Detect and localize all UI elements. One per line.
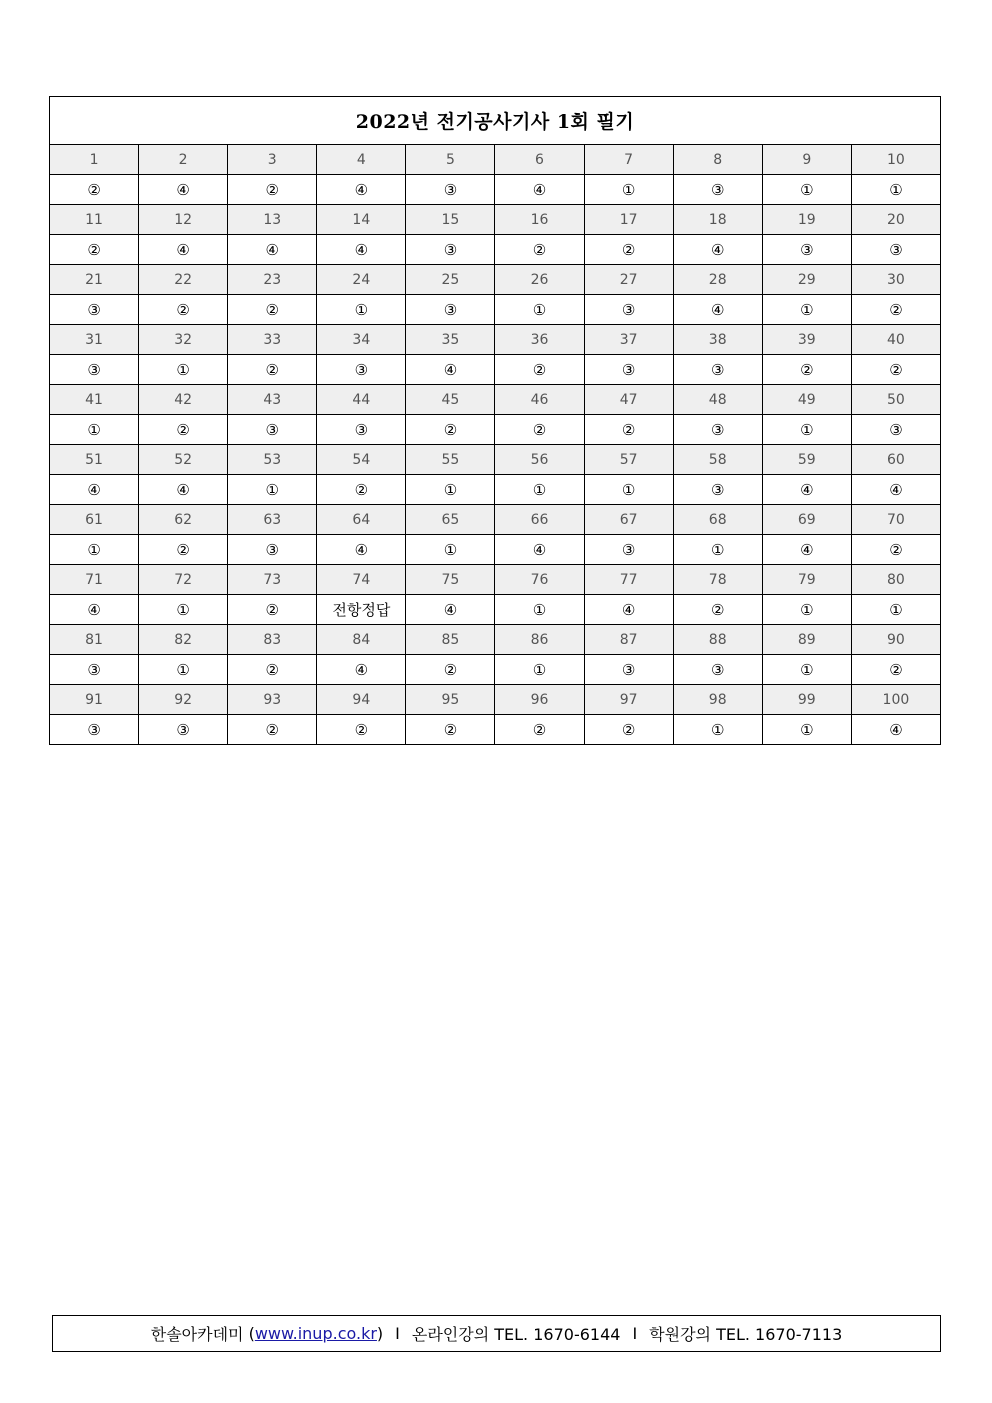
answer-cell: ② bbox=[495, 355, 584, 385]
question-number-cell: 59 bbox=[762, 445, 851, 475]
answer-cell: ④ bbox=[317, 235, 406, 265]
answer-cell: ④ bbox=[406, 595, 495, 625]
answer-cell: ② bbox=[317, 715, 406, 745]
question-number-cell: 60 bbox=[851, 445, 940, 475]
answer-cell: ② bbox=[50, 235, 139, 265]
question-number-cell: 52 bbox=[139, 445, 228, 475]
answer-cell: ③ bbox=[317, 355, 406, 385]
question-number-cell: 87 bbox=[584, 625, 673, 655]
answer-cell: ④ bbox=[762, 535, 851, 565]
answer-cell: ① bbox=[50, 535, 139, 565]
answer-cell: ③ bbox=[673, 655, 762, 685]
question-number-cell: 36 bbox=[495, 325, 584, 355]
question-number-cell: 98 bbox=[673, 685, 762, 715]
question-number-cell: 18 bbox=[673, 205, 762, 235]
answer-cell: 전항정답 bbox=[317, 595, 406, 625]
answer-cell: ② bbox=[139, 295, 228, 325]
answer-cell: ① bbox=[406, 535, 495, 565]
question-number-cell: 41 bbox=[50, 385, 139, 415]
answer-cell: ② bbox=[851, 355, 940, 385]
answer-cell: ③ bbox=[228, 535, 317, 565]
question-number-cell: 100 bbox=[851, 685, 940, 715]
answer-cell: ④ bbox=[406, 355, 495, 385]
question-number-cell: 3 bbox=[228, 145, 317, 175]
answer-cell: ② bbox=[851, 295, 940, 325]
answer-cell: ① bbox=[228, 475, 317, 505]
footer-separator: I bbox=[632, 1324, 638, 1343]
question-number-row bbox=[50, 565, 941, 595]
question-number-cell: 54 bbox=[317, 445, 406, 475]
answer-cell: ① bbox=[762, 295, 851, 325]
question-number-cell: 22 bbox=[139, 265, 228, 295]
answer-cell: ② bbox=[50, 175, 139, 205]
question-number-cell: 55 bbox=[406, 445, 495, 475]
footer-separator: I bbox=[395, 1324, 400, 1343]
answer-cell: ① bbox=[584, 475, 673, 505]
question-number-cell: 96 bbox=[495, 685, 584, 715]
question-number-cell: 50 bbox=[851, 385, 940, 415]
question-number-row bbox=[50, 325, 941, 355]
answer-cell: ① bbox=[584, 175, 673, 205]
answer-row bbox=[50, 715, 941, 745]
question-number-cell: 37 bbox=[584, 325, 673, 355]
answer-cell: ② bbox=[584, 715, 673, 745]
question-number-cell: 42 bbox=[139, 385, 228, 415]
question-number-cell: 17 bbox=[584, 205, 673, 235]
answer-cell: ③ bbox=[584, 295, 673, 325]
answer-cell: ④ bbox=[673, 295, 762, 325]
answer-cell: ④ bbox=[50, 595, 139, 625]
answer-cell: ④ bbox=[317, 175, 406, 205]
question-number-cell: 11 bbox=[50, 205, 139, 235]
answer-cell: ① bbox=[139, 595, 228, 625]
question-number-cell: 90 bbox=[851, 625, 940, 655]
question-number-cell: 48 bbox=[673, 385, 762, 415]
question-number-cell: 86 bbox=[495, 625, 584, 655]
question-number-cell: 46 bbox=[495, 385, 584, 415]
answer-cell: ① bbox=[495, 475, 584, 505]
answer-cell: ② bbox=[139, 535, 228, 565]
question-number-cell: 77 bbox=[584, 565, 673, 595]
answer-row bbox=[50, 535, 941, 565]
page-title: 2022년 전기공사기사 1회 필기 bbox=[50, 97, 941, 145]
question-number-cell: 56 bbox=[495, 445, 584, 475]
question-number-cell: 5 bbox=[406, 145, 495, 175]
question-number-cell: 58 bbox=[673, 445, 762, 475]
question-number-cell: 76 bbox=[495, 565, 584, 595]
question-number-cell: 95 bbox=[406, 685, 495, 715]
answer-cell: ① bbox=[762, 595, 851, 625]
answer-cell: ③ bbox=[50, 655, 139, 685]
question-number-cell: 72 bbox=[139, 565, 228, 595]
question-number-cell: 82 bbox=[139, 625, 228, 655]
question-number-cell: 12 bbox=[139, 205, 228, 235]
answer-cell: ③ bbox=[673, 355, 762, 385]
question-number-cell: 7 bbox=[584, 145, 673, 175]
question-number-cell: 9 bbox=[762, 145, 851, 175]
question-number-cell: 15 bbox=[406, 205, 495, 235]
footer-academy-name: 한솔아카데미 bbox=[150, 1325, 244, 1344]
answer-cell: ④ bbox=[495, 535, 584, 565]
question-number-cell: 24 bbox=[317, 265, 406, 295]
answer-cell: ④ bbox=[495, 175, 584, 205]
answer-cell: ① bbox=[406, 475, 495, 505]
question-number-cell: 97 bbox=[584, 685, 673, 715]
question-number-cell: 64 bbox=[317, 505, 406, 535]
question-number-cell: 81 bbox=[50, 625, 139, 655]
answer-table bbox=[49, 96, 941, 745]
question-number-row bbox=[50, 205, 941, 235]
question-number-cell: 75 bbox=[406, 565, 495, 595]
question-number-cell: 51 bbox=[50, 445, 139, 475]
question-number-cell: 13 bbox=[228, 205, 317, 235]
answer-cell: ① bbox=[851, 595, 940, 625]
answer-cell: ④ bbox=[317, 655, 406, 685]
question-number-cell: 69 bbox=[762, 505, 851, 535]
answer-cell: ① bbox=[762, 715, 851, 745]
question-number-row bbox=[50, 625, 941, 655]
answer-cell: ② bbox=[851, 535, 940, 565]
footer bbox=[52, 1315, 941, 1352]
question-number-cell: 29 bbox=[762, 265, 851, 295]
footer-academy-tel: 학원강의 TEL. 1670-7113 bbox=[649, 1325, 843, 1344]
question-number-cell: 57 bbox=[584, 445, 673, 475]
answer-cell: ③ bbox=[228, 415, 317, 445]
question-number-cell: 38 bbox=[673, 325, 762, 355]
question-number-row bbox=[50, 685, 941, 715]
answer-cell: ④ bbox=[762, 475, 851, 505]
question-number-cell: 66 bbox=[495, 505, 584, 535]
answer-cell: ② bbox=[762, 355, 851, 385]
question-number-cell: 61 bbox=[50, 505, 139, 535]
answer-cell: ③ bbox=[406, 175, 495, 205]
question-number-row bbox=[50, 265, 941, 295]
question-number-cell: 78 bbox=[673, 565, 762, 595]
question-number-cell: 39 bbox=[762, 325, 851, 355]
question-number-cell: 99 bbox=[762, 685, 851, 715]
answer-cell: ③ bbox=[584, 655, 673, 685]
answer-row bbox=[50, 355, 941, 385]
answer-cell: ① bbox=[495, 295, 584, 325]
question-number-cell: 68 bbox=[673, 505, 762, 535]
question-number-cell: 35 bbox=[406, 325, 495, 355]
footer-online-tel: 온라인강의 TEL. 1670-6144 bbox=[411, 1325, 621, 1344]
footer-paren-close: ) bbox=[376, 1324, 384, 1343]
question-number-cell: 4 bbox=[317, 145, 406, 175]
answer-cell: ② bbox=[851, 655, 940, 685]
answer-row bbox=[50, 235, 941, 265]
question-number-cell: 47 bbox=[584, 385, 673, 415]
answer-cell: ③ bbox=[317, 415, 406, 445]
question-number-cell: 84 bbox=[317, 625, 406, 655]
question-number-cell: 25 bbox=[406, 265, 495, 295]
question-number-cell: 88 bbox=[673, 625, 762, 655]
answer-cell: ③ bbox=[50, 355, 139, 385]
answer-cell: ① bbox=[50, 415, 139, 445]
question-number-cell: 8 bbox=[673, 145, 762, 175]
answer-row bbox=[50, 655, 941, 685]
question-number-cell: 53 bbox=[228, 445, 317, 475]
question-number-cell: 44 bbox=[317, 385, 406, 415]
question-number-row bbox=[50, 445, 941, 475]
answer-cell: ④ bbox=[851, 475, 940, 505]
answer-cell: ① bbox=[495, 595, 584, 625]
question-number-cell: 70 bbox=[851, 505, 940, 535]
answer-cell: ④ bbox=[50, 475, 139, 505]
answer-cell: ④ bbox=[139, 235, 228, 265]
answer-cell: ② bbox=[317, 475, 406, 505]
answer-cell: ① bbox=[673, 715, 762, 745]
question-number-cell: 63 bbox=[228, 505, 317, 535]
answer-cell: ② bbox=[228, 595, 317, 625]
question-number-cell: 49 bbox=[762, 385, 851, 415]
answer-cell: ② bbox=[495, 715, 584, 745]
answer-cell: ① bbox=[139, 355, 228, 385]
answer-cell: ② bbox=[673, 595, 762, 625]
question-number-cell: 6 bbox=[495, 145, 584, 175]
question-number-cell: 40 bbox=[851, 325, 940, 355]
answer-cell: ② bbox=[495, 235, 584, 265]
question-number-cell: 71 bbox=[50, 565, 139, 595]
answer-cell: ① bbox=[762, 415, 851, 445]
answer-row bbox=[50, 475, 941, 505]
answer-cell: ③ bbox=[406, 295, 495, 325]
answer-cell: ③ bbox=[50, 715, 139, 745]
question-number-cell: 27 bbox=[584, 265, 673, 295]
answer-cell: ③ bbox=[406, 235, 495, 265]
answer-row bbox=[50, 415, 941, 445]
answer-cell: ① bbox=[139, 655, 228, 685]
answer-cell: ② bbox=[584, 235, 673, 265]
question-number-cell: 23 bbox=[228, 265, 317, 295]
answer-cell: ④ bbox=[228, 235, 317, 265]
answer-cell: ① bbox=[851, 175, 940, 205]
answer-cell: ③ bbox=[584, 355, 673, 385]
question-number-cell: 20 bbox=[851, 205, 940, 235]
question-number-cell: 1 bbox=[50, 145, 139, 175]
answer-cell: ③ bbox=[584, 535, 673, 565]
answer-cell: ③ bbox=[673, 415, 762, 445]
answer-cell: ① bbox=[762, 175, 851, 205]
answer-cell: ① bbox=[673, 535, 762, 565]
answer-cell: ③ bbox=[673, 175, 762, 205]
question-number-cell: 65 bbox=[406, 505, 495, 535]
answer-cell: ① bbox=[495, 655, 584, 685]
answer-cell: ② bbox=[228, 715, 317, 745]
question-number-cell: 83 bbox=[228, 625, 317, 655]
answer-cell: ④ bbox=[673, 235, 762, 265]
answer-cell: ③ bbox=[851, 415, 940, 445]
question-number-cell: 34 bbox=[317, 325, 406, 355]
answer-cell: ③ bbox=[762, 235, 851, 265]
question-number-cell: 79 bbox=[762, 565, 851, 595]
question-number-cell: 33 bbox=[228, 325, 317, 355]
answer-row bbox=[50, 175, 941, 205]
answer-cell: ② bbox=[228, 295, 317, 325]
answer-cell: ② bbox=[139, 415, 228, 445]
question-number-row bbox=[50, 505, 941, 535]
question-number-row bbox=[50, 145, 941, 175]
answer-cell: ④ bbox=[317, 535, 406, 565]
answer-row bbox=[50, 295, 941, 325]
question-number-cell: 80 bbox=[851, 565, 940, 595]
answer-cell: ① bbox=[317, 295, 406, 325]
answer-cell: ② bbox=[406, 715, 495, 745]
answer-cell: ② bbox=[406, 655, 495, 685]
question-number-cell: 2 bbox=[139, 145, 228, 175]
question-number-cell: 10 bbox=[851, 145, 940, 175]
question-number-cell: 43 bbox=[228, 385, 317, 415]
answer-cell: ④ bbox=[139, 175, 228, 205]
question-number-cell: 21 bbox=[50, 265, 139, 295]
answer-cell: ② bbox=[228, 655, 317, 685]
question-number-cell: 19 bbox=[762, 205, 851, 235]
answer-cell: ② bbox=[495, 415, 584, 445]
question-number-cell: 45 bbox=[406, 385, 495, 415]
question-number-cell: 74 bbox=[317, 565, 406, 595]
answer-row bbox=[50, 595, 941, 625]
answer-cell: ③ bbox=[139, 715, 228, 745]
question-number-cell: 26 bbox=[495, 265, 584, 295]
answer-cell: ④ bbox=[139, 475, 228, 505]
question-number-cell: 14 bbox=[317, 205, 406, 235]
question-number-cell: 85 bbox=[406, 625, 495, 655]
footer-paren-open: ( bbox=[248, 1324, 255, 1343]
answer-cell: ④ bbox=[851, 715, 940, 745]
question-number-cell: 73 bbox=[228, 565, 317, 595]
answer-cell: ② bbox=[584, 415, 673, 445]
question-number-cell: 91 bbox=[50, 685, 139, 715]
answer-cell: ① bbox=[762, 655, 851, 685]
question-number-cell: 16 bbox=[495, 205, 584, 235]
question-number-cell: 94 bbox=[317, 685, 406, 715]
question-number-cell: 89 bbox=[762, 625, 851, 655]
question-number-cell: 62 bbox=[139, 505, 228, 535]
answer-cell: ② bbox=[228, 175, 317, 205]
question-number-cell: 28 bbox=[673, 265, 762, 295]
question-number-cell: 30 bbox=[851, 265, 940, 295]
answer-cell: ③ bbox=[851, 235, 940, 265]
question-number-row bbox=[50, 385, 941, 415]
question-number-cell: 31 bbox=[50, 325, 139, 355]
question-number-cell: 32 bbox=[139, 325, 228, 355]
question-number-cell: 93 bbox=[228, 685, 317, 715]
answer-cell: ③ bbox=[50, 295, 139, 325]
answer-cell: ④ bbox=[584, 595, 673, 625]
question-number-cell: 92 bbox=[139, 685, 228, 715]
answer-cell: ② bbox=[228, 355, 317, 385]
answer-cell: ② bbox=[406, 415, 495, 445]
answer-cell: ③ bbox=[673, 475, 762, 505]
question-number-cell: 67 bbox=[584, 505, 673, 535]
footer-website-link[interactable]: www.inup.co.kr bbox=[254, 1324, 377, 1343]
